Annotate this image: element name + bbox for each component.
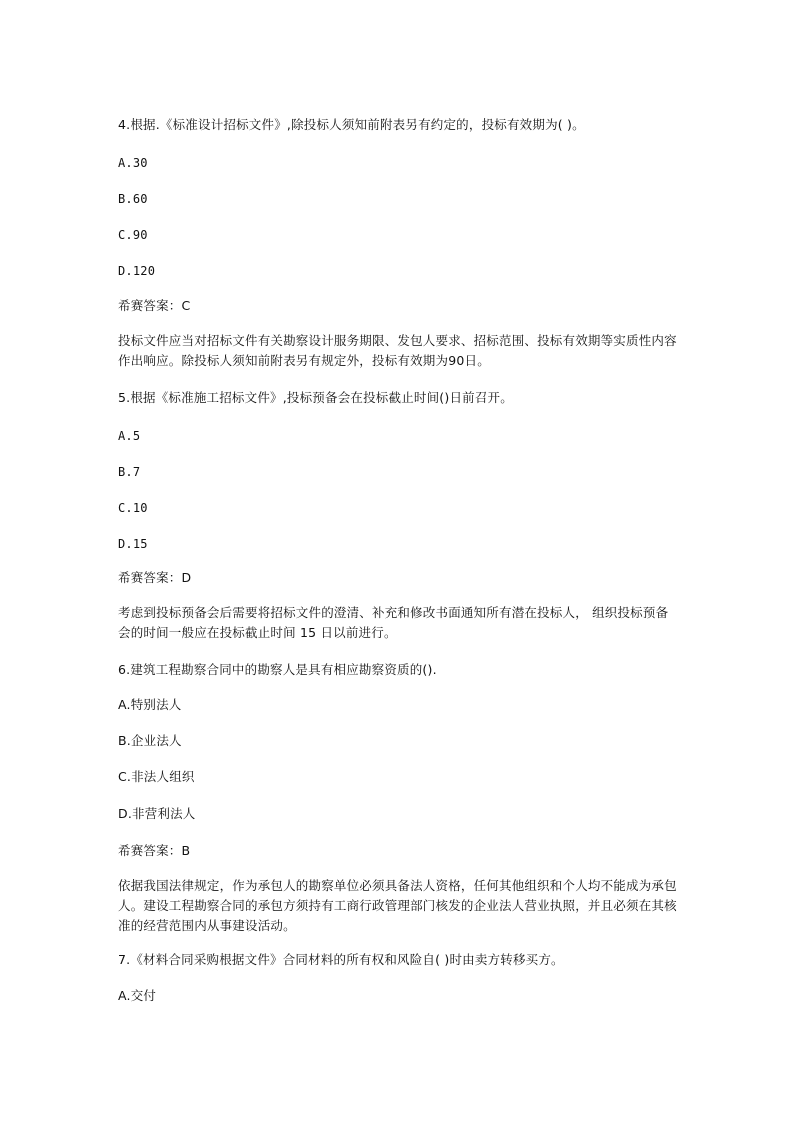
question-6-option-a: A.特别法人 xyxy=(118,697,182,712)
question-6-option-d: D.非营利法人 xyxy=(118,806,196,821)
question-4-stem: 4.根据.《标准设计招标文件》,除投标人须知前附表另有约定的，投标有效期为( )。 xyxy=(118,117,585,132)
question-7-stem: 7.《材料合同采购根据文件》合同材料的所有权和风险自( )时由卖方转移买方。 xyxy=(118,952,564,967)
question-5-option-c: C.10 xyxy=(118,501,148,515)
question-4-answer: 希赛答案：C xyxy=(118,298,191,313)
question-6-stem: 6.建筑工程勘察合同中的勘察人是具有相应勘察资质的(). xyxy=(118,662,437,677)
question-6-answer: 希赛答案：B xyxy=(118,843,191,858)
question-5-option-d: D.15 xyxy=(118,537,148,551)
question-5-explanation: 考虑到投标预备会后需要将招标文件的澄清、补充和修改书面通知所有潜在投标人， 组织投标预备会的时间一般应在投标截止时间 15 日以前进行。 xyxy=(118,605,669,640)
question-5-option-a: A.5 xyxy=(118,429,141,443)
question-4-explanation: 投标文件应当对招标文件有关勘察设计服务期限、发包人要求、招标范围、投标有效期等实质性内容作出响应。除投标人须知前附表另有规定外，投标有效期为90日。 xyxy=(118,333,677,368)
question-4-option-c: C.90 xyxy=(118,228,148,242)
question-5-option-b: B.7 xyxy=(118,465,141,479)
question-5-stem: 5.根据《标准施工招标文件》,投标预备会在投标截止时间()日前召开。 xyxy=(118,390,513,405)
question-4-option-a: A.30 xyxy=(118,156,148,170)
question-6-option-c: C.非法人组织 xyxy=(118,769,195,784)
question-5-answer: 希赛答案：D xyxy=(118,570,192,585)
question-6-explanation: 依据我国法律规定，作为承包人的勘察单位必须具备法人资格，任何其他组织和个人均不能成为承包人。建设工程勘察合同的承包方须持有工商行政管理部门核发的企业法人营业执照，并且必须在其核准的经营范围内从事建设活动。 xyxy=(118,878,677,933)
question-6-option-b: B.企业法人 xyxy=(118,733,182,748)
question-4-option-d: D.120 xyxy=(118,264,156,278)
question-7-option-a: A.交付 xyxy=(118,988,157,1003)
question-4-option-b: B.60 xyxy=(118,192,148,206)
